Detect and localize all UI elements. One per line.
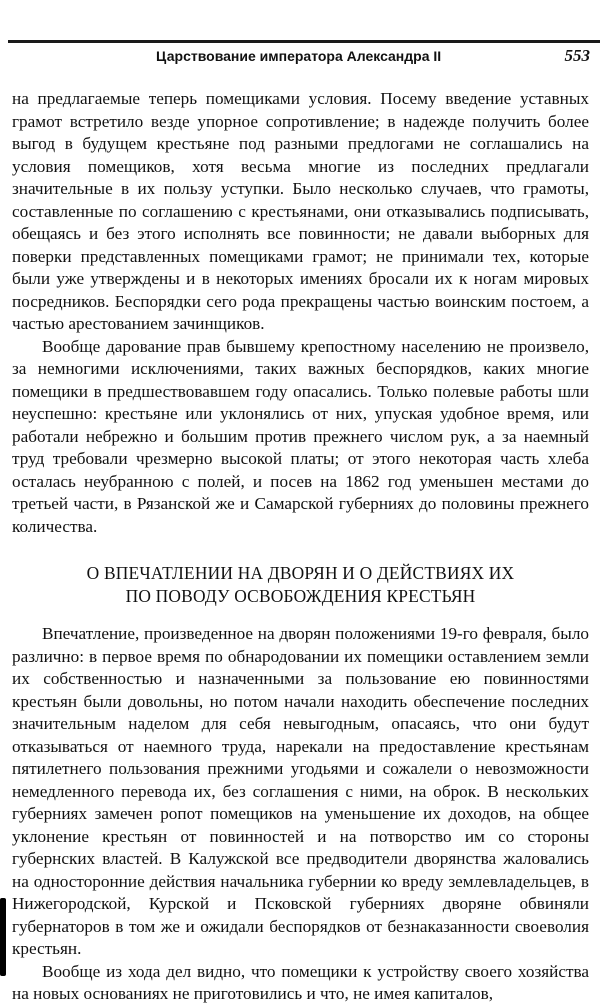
- section-heading-line: О ВПЕЧАТЛЕНИИ НА ДВОРЯН И О ДЕЙСТВИЯХ ИХ: [86, 563, 515, 583]
- paragraph: Впечатление, произведенное на дворян положениями 19-го февраля, было различно: в первое время по обнародовании их помещики оставлением земли их собственностью и назначенными за пользование ею повинностями крестьян были довольны, но потом начали находить обеспечение последних значительным наделом для себя невыгодным, опасаясь, что они будут отказываться от наемного труда, нарекали на предоставление крестьянам пятилетнего пользования прежними угодьями и сожалели о невозможности немедленного перевода их, без соглашения с ними, на оброк. В нескольких губерниях замечен ропот помещиков на уменьшение их доходов, на общее уклонение крестьян от повинностей и на потворство им со стороны губернских властей. В Калужской все предводители дворянства жаловались на односторонние действия начальника губернии ко вреду землевладельцев, в Нижегородской, Курской и Псковской губерниях дворяне обвиняли губернаторов в том же и ожидали беспорядков от безнаказанности своеволия крестьян.: [12, 624, 589, 958]
- page-body: [12, 88, 589, 1006]
- page-number: 553: [564, 46, 590, 65]
- running-header: [8, 46, 590, 68]
- section-heading: [12, 562, 589, 607]
- header-rule: [8, 40, 600, 43]
- paragraph-continued: на предлагаемые теперь помещиками условия. Посему введение уставных грамот встретило везде упорное сопротивление; в надежде получить более выгод в будущем крестьяне под разными предлогами не соглашались на условия помещиков, хотя весьма многие из последних предлагали значительные в их пользу уступки. Было несколько случаев, что грамоты, составленные по соглашению с крестьянами, они отказывались подписывать, обещаясь и без этого исполнять все повинности; не давали выборных для поверки представленных помещиками грамот; не принимали тех, которые были уже утверждены и в некоторых имениях бросали их к ногам мировых посредников. Беспорядки сего рода прекращены частью воинским постоем, а частью арестованием зачинщиков.: [12, 89, 589, 333]
- paragraph: Вообще из хода дел видно, что помещики к устройству своего хозяйства на новых основаниях не приготовились и что, не имея капиталов,: [12, 961, 589, 1003]
- paragraph: Вообще дарование прав бывшему крепостному населению не произвело, за немногими исключениями, таких важных беспорядков, каких многие помещики в предшествовавшем году опасались. Только полевые работы шли неуспешно: крестьяне или уклонялись от них, упуская удобное время, или работали небрежно и большим против прежнего числом рук, а за наемный труд требовали чрезмерно высокой платы; от этого некоторая часть хлеба осталась неубранною с полей, и посев на 1862 год уменьшен местами до третьей части, в Рязанской же и Самарской губерниях до половины прежнего количества.: [12, 336, 589, 536]
- scan-edge-shadow: [0, 898, 6, 976]
- running-header-title: Царствование императора Александра II: [156, 48, 442, 64]
- section-heading-line: ПО ПОВОДУ ОСВОБОЖДЕНИЯ КРЕСТЬЯН: [125, 585, 476, 606]
